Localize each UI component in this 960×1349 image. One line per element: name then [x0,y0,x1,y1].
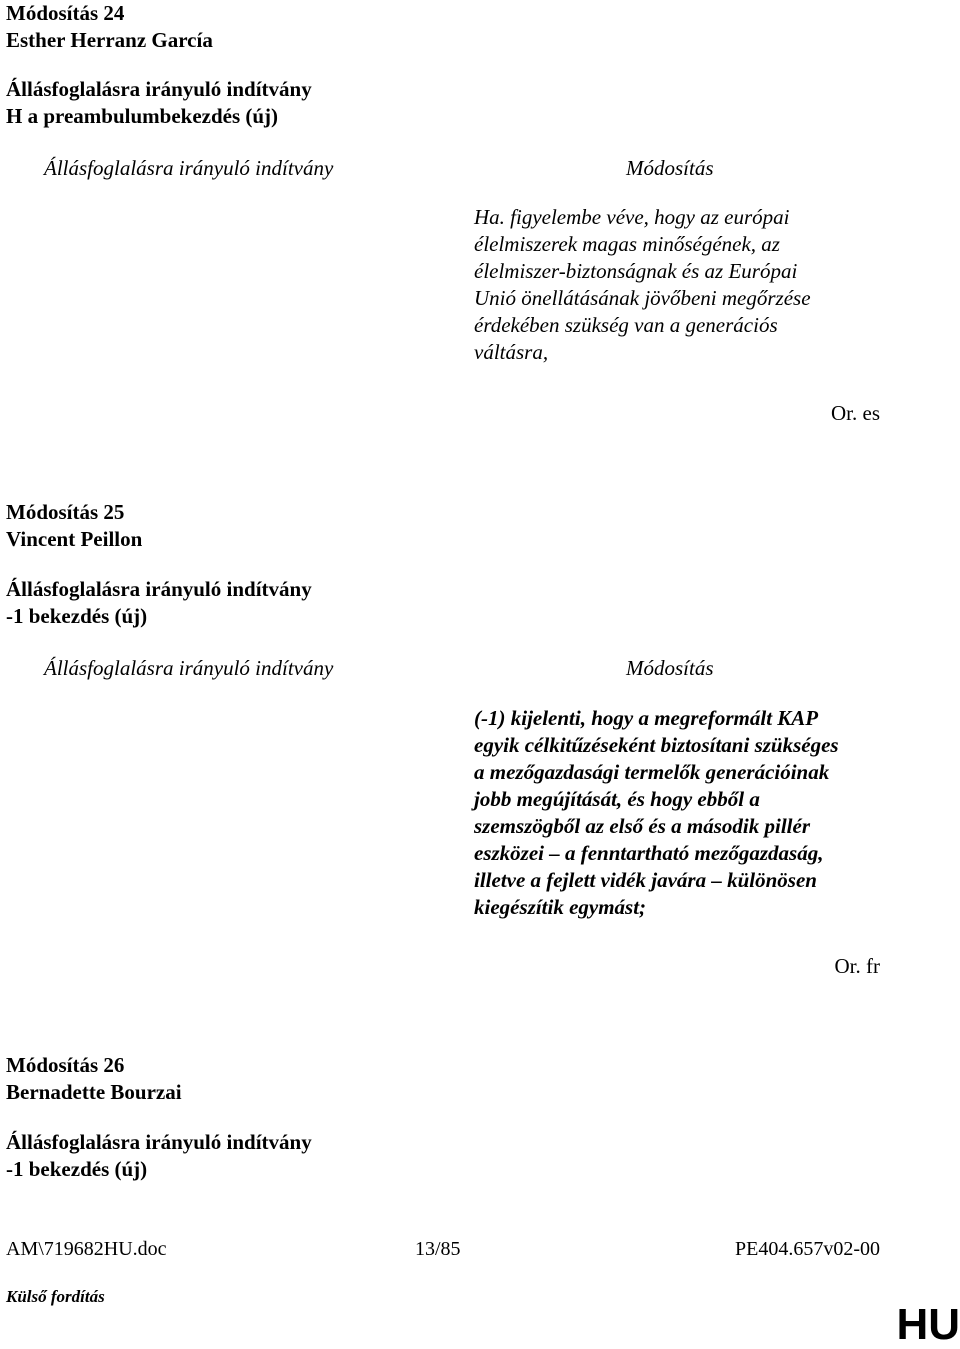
amendment-24-heading: Módosítás 24 [6,1,125,25]
amendment-26-author: Bernadette Bourzai [6,1080,182,1104]
text-line: szemszögből az első és a második pillér [474,814,811,838]
text-line: illetve a fejlett vidék javára – különösen [474,868,817,892]
amendment-24-text [474,204,894,366]
amendment-24-original-language: Or. es [831,401,880,425]
amendment-26-heading: Módosítás 26 [6,1053,125,1077]
text-line: kiegészítik egymást; [474,895,647,919]
footer-page-number: 13/85 [415,1238,461,1260]
text-line: érdekében szükség van a generációs [474,313,778,337]
amendment-25-heading: Módosítás 25 [6,500,125,524]
text-line: jobb megújítását, és hogy ebből a [474,787,760,811]
amendment-25-position: -1 bekezdés (új) [6,604,148,628]
amendment-24-author: Esther Herranz García [6,28,213,52]
text-line: Ha. figyelembe véve, hogy az európai [474,205,790,229]
text-line: Unió önellátásának jövőbeni megőrzése [474,286,811,310]
text-line: (-1) kijelenti, hogy a megreformált KAP [474,706,819,730]
footer-doc-ref: AM\719682HU.doc [6,1238,167,1260]
text-line: élelmiszerek magas minőségének, az [474,232,780,256]
text-line: váltásra, [474,340,549,364]
amendment-24-section: Állásfoglalásra irányuló indítvány [6,77,312,101]
text-line: egyik célkitűzéseként biztosítani szükséges [474,733,839,757]
footer-pe-ref: PE404.657v02-00 [735,1238,880,1260]
footer-translation-note: Külső fordítás [6,1287,105,1306]
amendment-25-author: Vincent Peillon [6,527,143,551]
amendment-24-col-left-header: Állásfoglalásra irányuló indítvány [44,156,334,180]
footer-language-code: HU [896,1300,960,1349]
amendment-25-section: Állásfoglalásra irányuló indítvány [6,577,312,601]
amendment-24-col-right-header: Módosítás [626,156,714,180]
amendment-26-section: Állásfoglalásra irányuló indítvány [6,1130,312,1154]
amendment-25-col-left-header: Állásfoglalásra irányuló indítvány [44,656,334,680]
text-line: eszközei – a fenntartható mezőgazdaság, [474,841,824,865]
amendment-24-position: H a preambulumbekezdés (új) [6,104,279,128]
amendment-25-original-language: Or. fr [834,954,880,978]
amendment-26-position: -1 bekezdés (új) [6,1157,148,1181]
text-line: a mezőgazdasági termelők generációinak [474,760,830,784]
amendment-25-text [474,705,894,921]
text-line: élelmiszer-biztonságnak és az Európai [474,259,798,283]
amendment-25-col-right-header: Módosítás [626,656,714,680]
